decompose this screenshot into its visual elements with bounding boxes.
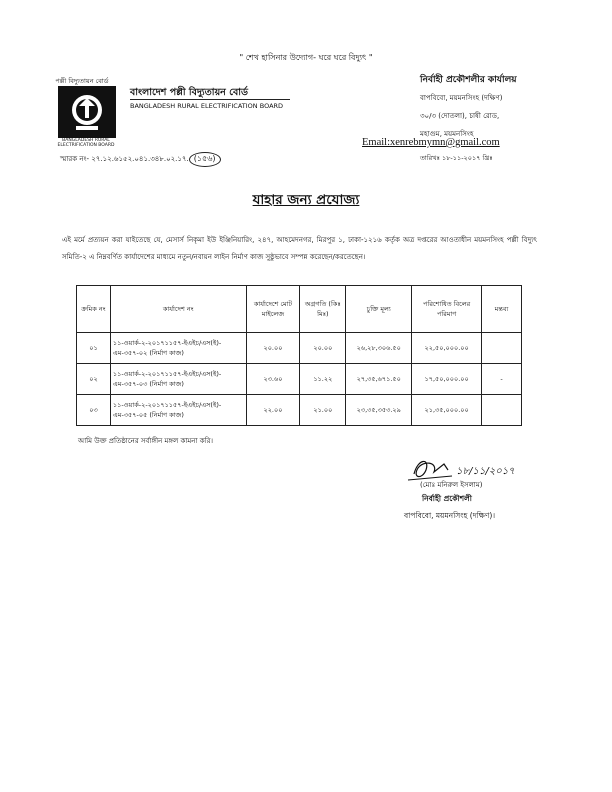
cell-mileage: ২৩.৬০ <box>246 364 300 395</box>
cell-work-order: ১১-ওয়ার্ক-২-২০১৭১১৫৭-ইএইচ/এস(ই)-এম-৩৫৭-০৫ (নির্মাণ কাজ) <box>110 395 246 426</box>
cell-remarks <box>482 395 522 426</box>
header-contract-value: চুক্তি মূল্য <box>346 286 412 333</box>
motto: " শেখ হাসিনার উদ্যোগ- ঘরে ঘরে বিদ্যুৎ " <box>239 53 373 62</box>
header-serial: ক্রমিক নং <box>77 286 111 333</box>
certification-line: আমি উক্ত প্রতিষ্ঠানের সর্বাঙ্গীন মঙ্গল কামনা করি। <box>78 437 213 445</box>
header-paid-amount: পরিশোধিত বিলের পরিমাণ <box>412 286 482 333</box>
logo-top-text: পল্লী বিদ্যুতায়ন বোর্ড <box>55 77 109 85</box>
cell-work-order: ১১-ওয়ার্ক-২-২০১৭১১৫৭-ইএইচ/এস(ই)-এম-৩৫৭-০২ (নির্মাণ কাজ) <box>110 333 246 364</box>
header-remarks: মন্তব্য <box>482 286 522 333</box>
table-row <box>77 364 522 395</box>
office-email: Email:xenrebmymn@gmail.com <box>362 137 500 148</box>
cell-paid-amount: ১৭,৫০,০০০.০০ <box>412 364 482 395</box>
table-header-row <box>77 286 522 333</box>
office-title: নির্বাহী প্রকৌশলীর কার্যালয় <box>420 75 517 85</box>
body-paragraph: এই মর্মে প্রত্যয়ন করা যাইতেছে যে, মেসার্স নিকৃমা ইউ ইঞ্জিনিয়ারিং, ২৪৭, আহমেদনগর, মিরপুর ১, ঢাকা-১২১৬ কর্তৃক অত্র দপ্তরের আওতাধীন ময়মনসিংহ পল্লী বিদ্যুৎ সমিতি-২ এ নিম্নবর্ণিত কার্যাদেশের মাধ্যমে নতুন/নবায়ন লাইন নির্মাণ কাজ সুষ্ঠুভাবে সম্পন্ন করেছেন/করতেছেন। <box>62 236 537 261</box>
signatory-designation: নির্বাহী প্রকৌশলী <box>422 494 472 503</box>
heading-text: যাহার জন্য প্রযোজ্য <box>252 192 360 208</box>
cell-progress: ২১.০০ <box>300 395 346 426</box>
breb-logo <box>58 86 116 138</box>
cell-work-order: ১১-ওয়ার্ক-২-২০১৭১১৫৭-ইএইচ/এস(ই)-এম-৩৫৭-০৩ (নির্মাণ কাজ) <box>110 364 246 395</box>
cell-contract-value: ২৭,৩৫,৬৭১.৫০ <box>346 364 412 395</box>
cell-serial: ০৩ <box>77 395 111 426</box>
office-address-line-2: ৩০/৩ (দোতলা), চাষী রোড, <box>420 112 500 120</box>
letter-heading <box>0 189 612 212</box>
memo-number: স্মারক নং- ২৭.১২.৬১৫২.০৪১.৩৪৮.০২.১৭. <box>60 155 189 163</box>
org-divider <box>130 99 290 100</box>
header-work-order: কার্যাদেশ নং <box>110 286 246 333</box>
cell-remarks: - <box>482 364 522 395</box>
cell-mileage: ২০.০০ <box>246 333 300 364</box>
cell-paid-amount: ২১,৩৫,০০০.০০ <box>412 395 482 426</box>
cell-serial: ০২ <box>77 364 111 395</box>
header-mileage: কার্যাদেশে মোট মাইলেজ <box>246 286 300 333</box>
signature-date: ১৮/১১/২০১৭ <box>456 466 515 477</box>
cell-remarks <box>482 333 522 364</box>
office-address-line-1: বাপবিবো, ময়মনসিংহ (দক্ষিণ) <box>420 94 503 102</box>
org-name-bangla: বাংলাদেশ পল্লী বিদ্যুতায়ন বোর্ড <box>130 87 249 98</box>
cell-contract-value: ২৬,২৮,৩০৬.৫০ <box>346 333 412 364</box>
logo-bottom-text: BANGLADESH RURAL ELECTRIFICATION BOARD <box>57 138 115 148</box>
cell-contract-value: ২৩,৩৫,৩৫৩.২৯ <box>346 395 412 426</box>
header-progress: অগ্রগতি (কিঃ মিঃ) <box>300 286 346 333</box>
signatory-office: বাপবিবো, ময়মনসিংহ (দক্ষিণ)। <box>404 511 495 520</box>
cell-serial: ০১ <box>77 333 111 364</box>
table-row <box>77 333 522 364</box>
cell-paid-amount: ২২,৫০,০০০.০০ <box>412 333 482 364</box>
memo-line <box>60 152 221 167</box>
cell-mileage: ২২.০০ <box>246 395 300 426</box>
org-name-english: BANGLADESH RURAL ELECTRIFICATION BOARD <box>130 102 284 110</box>
cell-progress: ১১.২২ <box>300 364 346 395</box>
table-row <box>77 395 522 426</box>
office-address-line-3: মহাগুম, ময়মনসিংহ <box>420 130 474 138</box>
cell-progress: ২০.০০ <box>300 333 346 364</box>
memo-serial: (১৫৬) <box>189 152 221 167</box>
letter-date: তারিখঃ ১৮-১১-২০১৭ খ্রিঃ <box>420 154 493 162</box>
signatory-name: (মোঃ মনিরুল ইসলাম) <box>420 481 483 489</box>
work-order-table <box>76 285 522 426</box>
